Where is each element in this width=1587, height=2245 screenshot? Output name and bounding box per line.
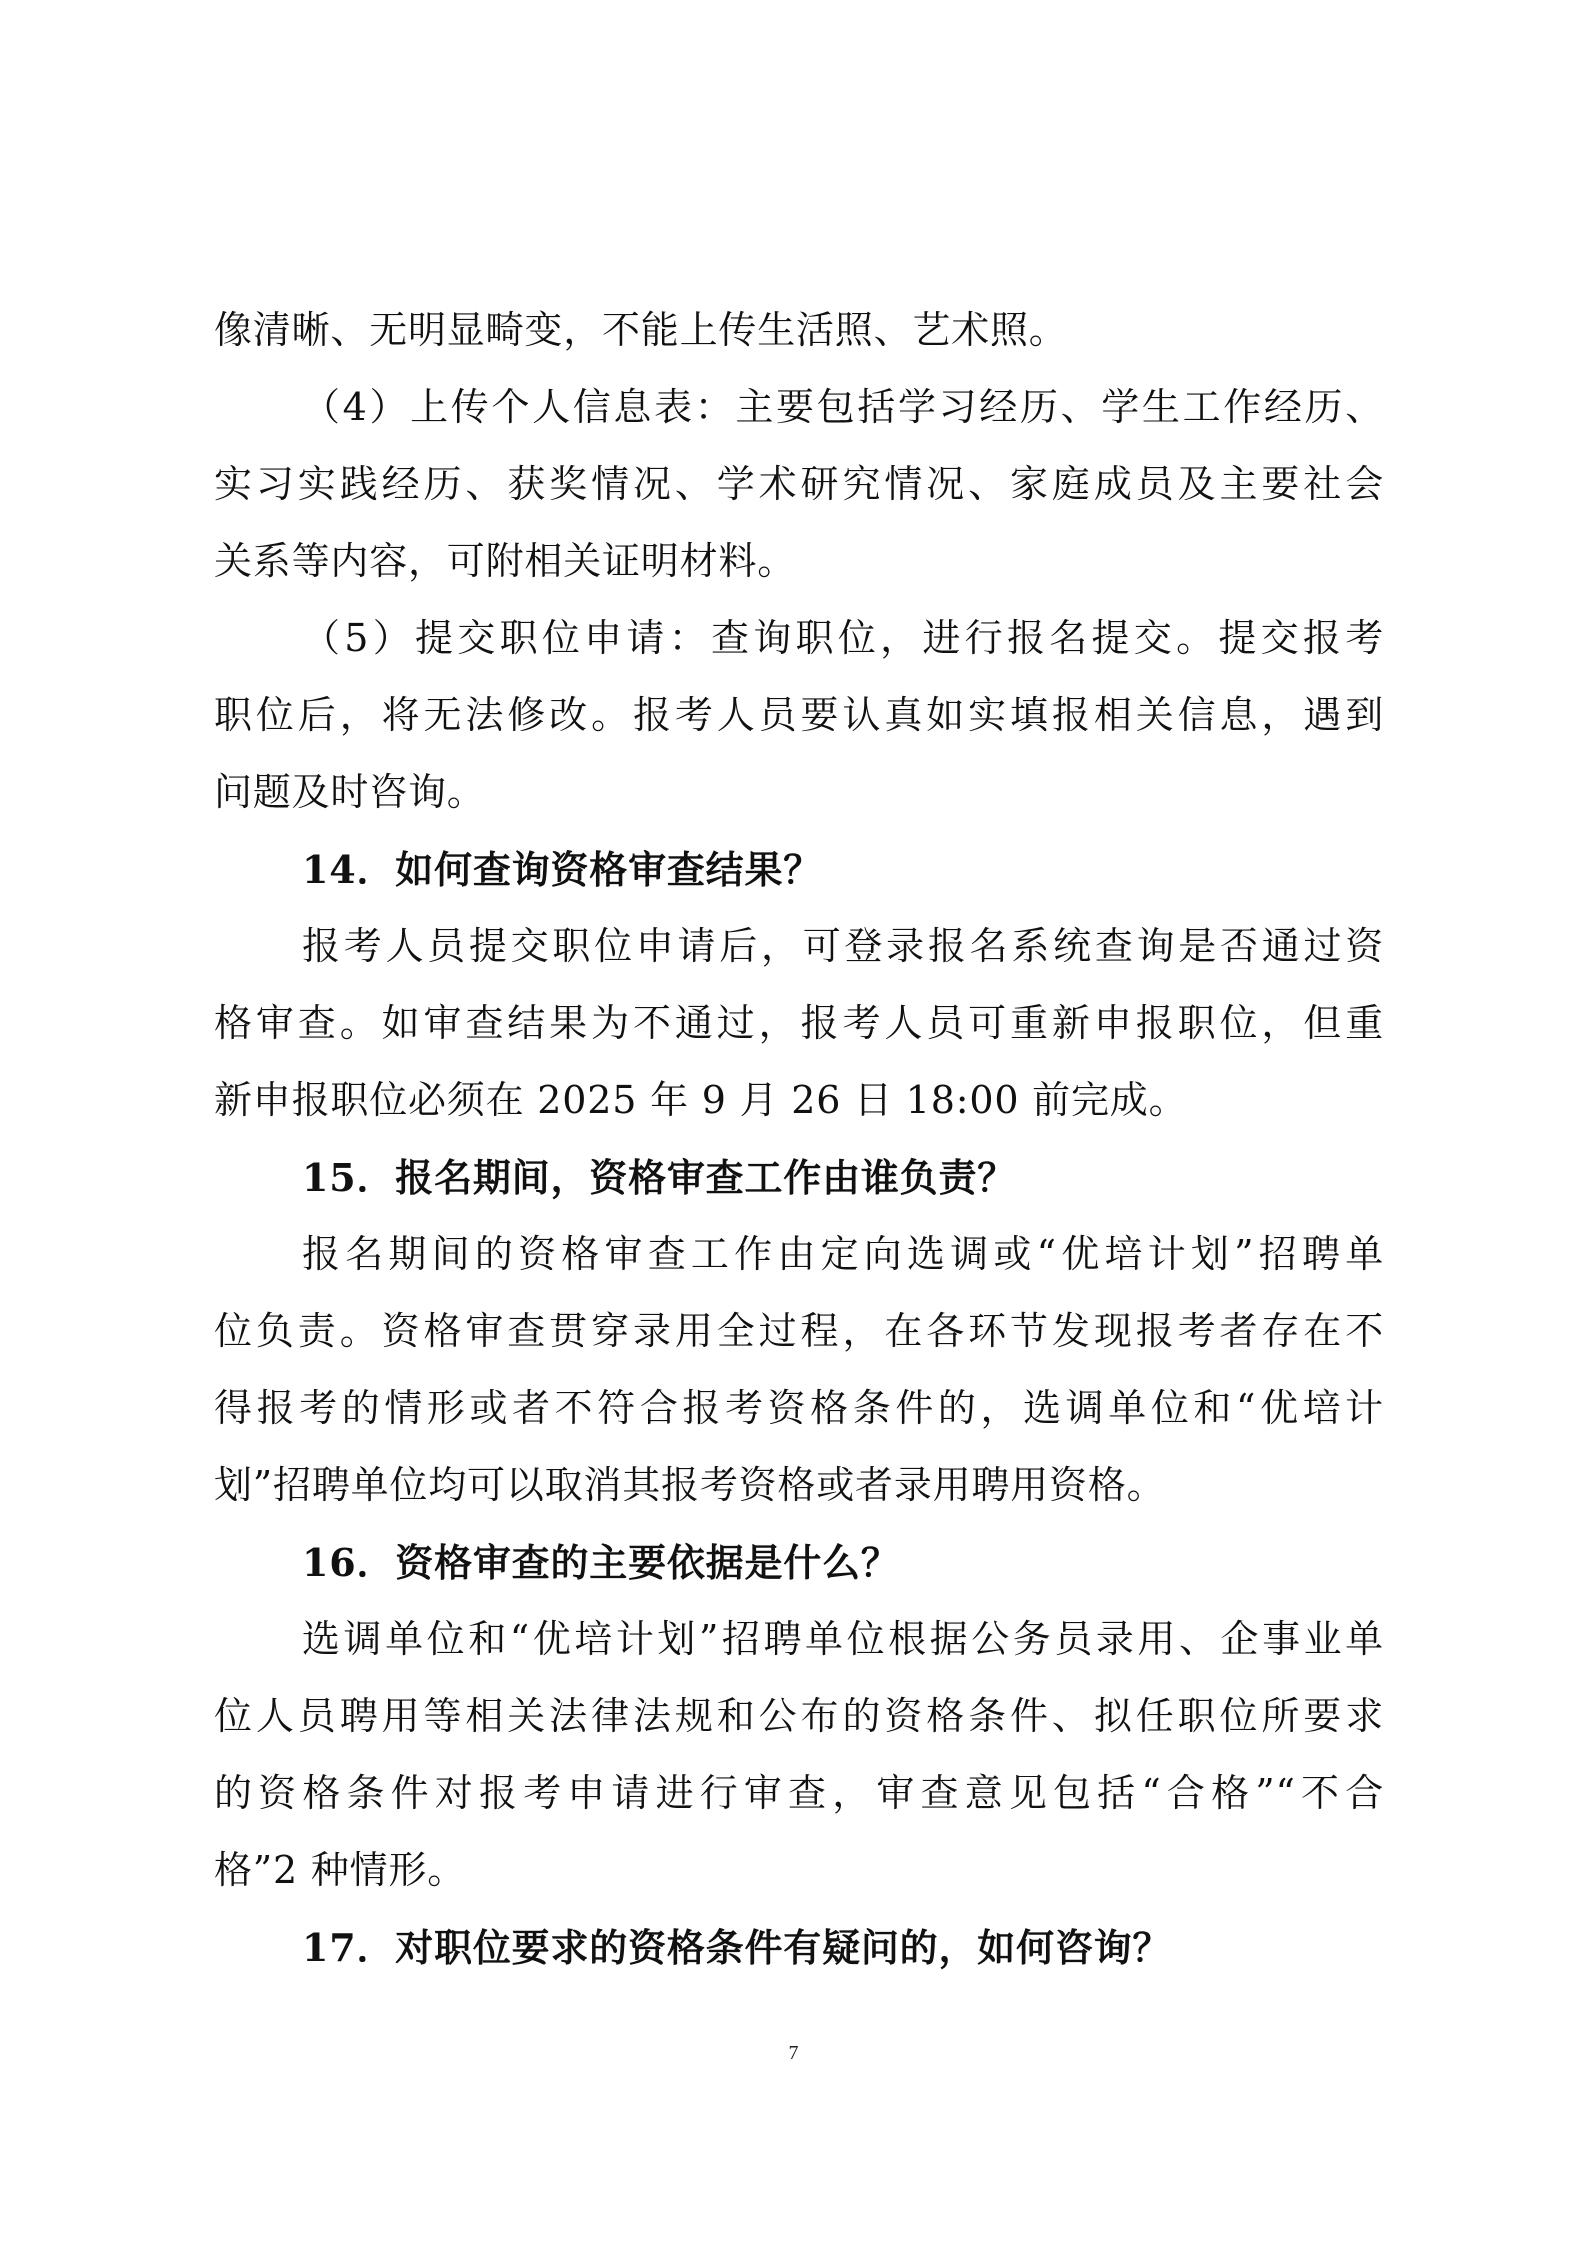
section-heading: 17．对职位要求的资格条件有疑问的，如何咨询？ xyxy=(302,1925,1172,1970)
text-line: 得报考的情形或者不符合报考资格条件的，选调单位和“优培计 xyxy=(214,1386,1384,1430)
text-line: （5）提交职位申请：查询职位，进行报名提交。提交报考 xyxy=(302,616,1384,660)
text-line: 问题及时咨询。 xyxy=(214,770,486,814)
body-text xyxy=(214,292,1384,1986)
text-line: 新申报职位必须在 2025 年 9 月 26 日 18:00 前完成。 xyxy=(214,1078,1188,1122)
section-heading: 14．如何查询资格审查结果？ xyxy=(302,847,823,892)
text-line: 关系等内容，可附相关证明材料。 xyxy=(214,539,797,583)
text-line: 位人员聘用等相关法律法规和公布的资格条件、拟任职位所要求 xyxy=(214,1694,1384,1738)
section-heading: 15．报名期间，资格审查工作由谁负责？ xyxy=(302,1155,1017,1200)
page-number: 7 xyxy=(788,2042,799,2064)
text-line: （4）上传个人信息表：主要包括学习经历、学生工作经历、 xyxy=(302,385,1384,429)
text-line: 像清晰、无明显畸变，不能上传生活照、艺术照。 xyxy=(214,308,1068,352)
text-line: 实习实践经历、获奖情况、学术研究情况、家庭成员及主要社会 xyxy=(214,462,1384,506)
section-heading: 16．资格审查的主要依据是什么？ xyxy=(302,1540,900,1585)
text-line: 格”2 种情形。 xyxy=(214,1848,467,1892)
text-line: 格审查。如审查结果为不通过，报考人员可重新申报职位，但重 xyxy=(214,1001,1384,1045)
text-line: 选调单位和“优培计划”招聘单位根据公务员录用、企事业单 xyxy=(302,1617,1384,1661)
text-line: 位负责。资格审查贯穿录用全过程，在各环节发现报考者存在不 xyxy=(214,1309,1384,1353)
text-line: 划”招聘单位均可以取消其报考资格或者录用聘用资格。 xyxy=(214,1463,1166,1507)
text-line: 的资格条件对报考申请进行审查，审查意见包括“合格”“不合 xyxy=(214,1771,1384,1815)
text-line: 报名期间的资格审查工作由定向选调或“优培计划”招聘单 xyxy=(302,1232,1384,1276)
text-line: 报考人员提交职位申请后，可登录报名系统查询是否通过资 xyxy=(302,924,1384,968)
text-line: 职位后，将无法修改。报考人员要认真如实填报相关信息，遇到 xyxy=(214,693,1384,737)
